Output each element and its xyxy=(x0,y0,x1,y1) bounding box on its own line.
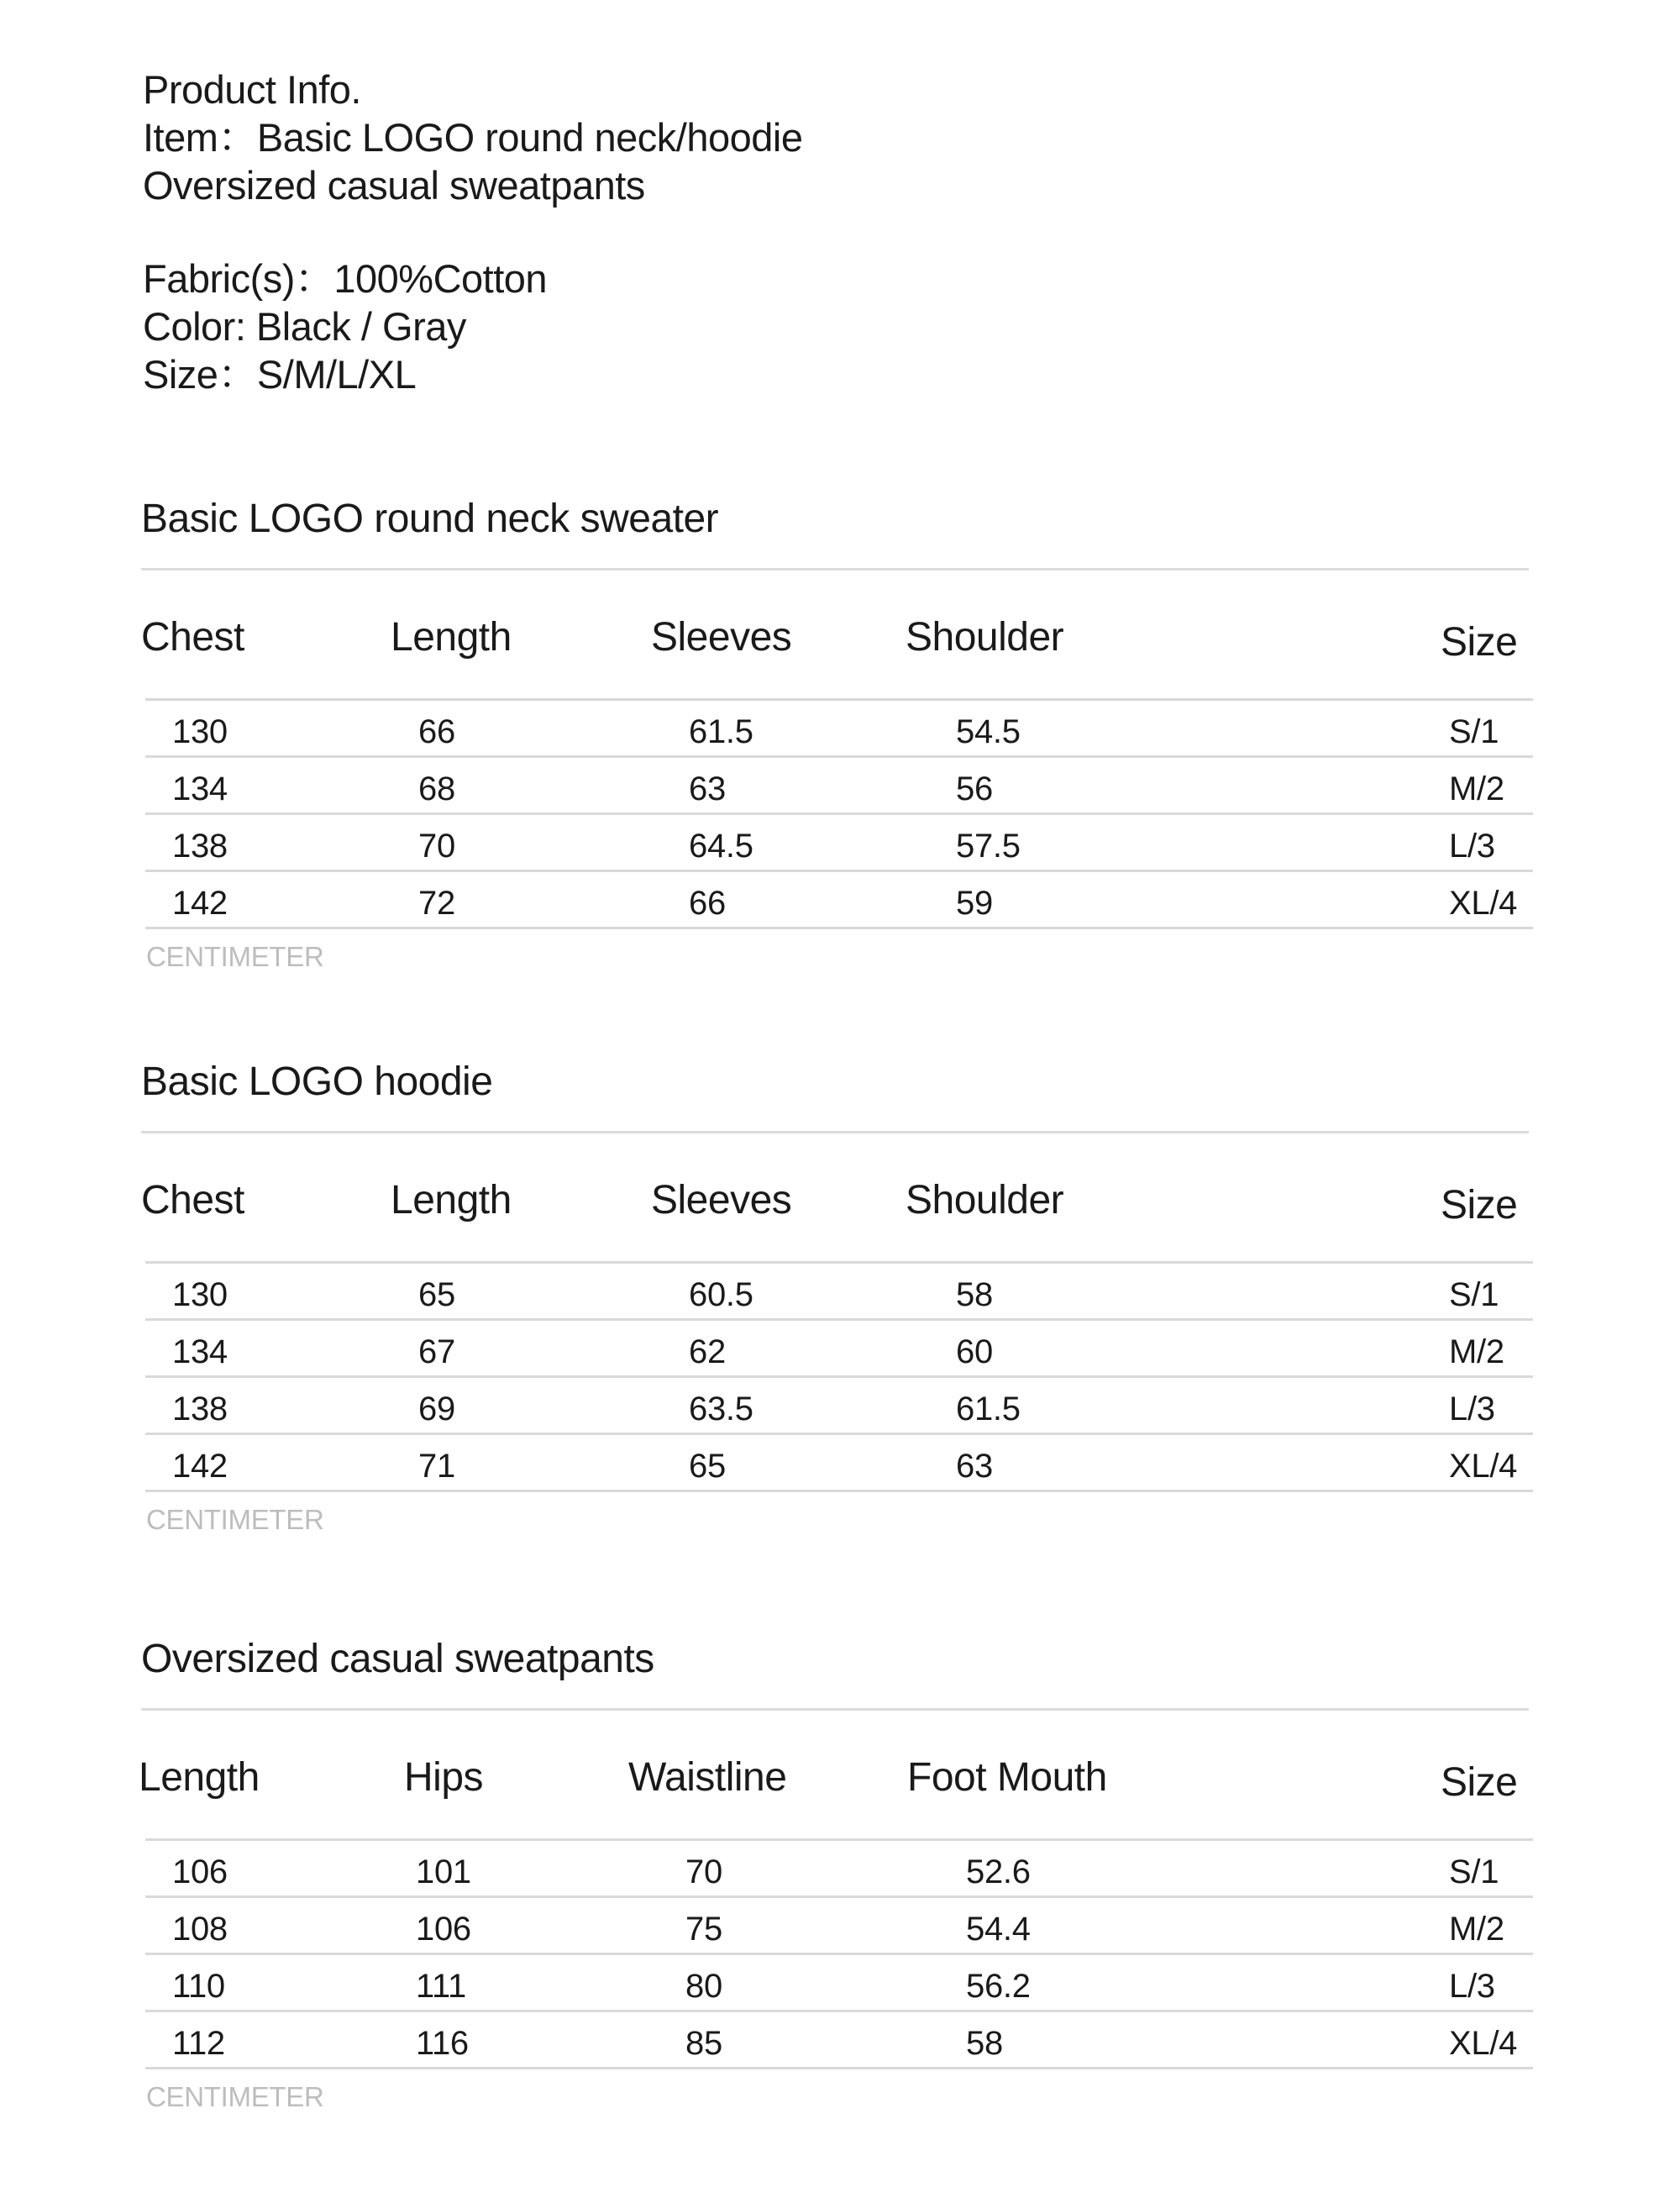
cell-foot-mouth: 58 xyxy=(966,2025,1003,2062)
cell-size: XL/4 xyxy=(1449,885,1518,922)
size-line: Size：S/M/L/XL xyxy=(143,352,417,397)
unit-label: CENTIMETER xyxy=(146,2081,324,2112)
col-header-length: Length xyxy=(391,1178,512,1222)
cell-chest: 138 xyxy=(172,1391,228,1427)
col-header-size: Size xyxy=(1441,1183,1518,1228)
cell-shoulder: 59 xyxy=(956,885,993,922)
title-divider xyxy=(141,1131,1529,1133)
col-header-shoulder: Shoulder xyxy=(906,1178,1064,1222)
cell-foot-mouth: 54.4 xyxy=(966,1911,1031,1948)
table-row xyxy=(145,701,1533,758)
table-row xyxy=(145,1435,1533,1492)
table-row xyxy=(145,1321,1533,1378)
col-header-chest: Chest xyxy=(141,615,244,660)
spacer xyxy=(143,209,803,255)
table-body xyxy=(145,698,1533,929)
cell-waistline: 75 xyxy=(685,1911,722,1948)
cell-hips: 116 xyxy=(416,2025,469,2062)
cell-foot-mouth: 56.2 xyxy=(966,1968,1031,2005)
cell-size: XL/4 xyxy=(1449,1448,1518,1485)
cell-chest: 134 xyxy=(172,770,228,807)
cell-chest: 142 xyxy=(172,1448,228,1485)
cell-hips: 106 xyxy=(416,1911,471,1948)
table-row xyxy=(145,2012,1533,2069)
title-divider xyxy=(141,1708,1529,1711)
table-body xyxy=(145,1261,1533,1492)
cell-size: M/2 xyxy=(1449,1911,1504,1948)
cell-chest: 134 xyxy=(172,1333,228,1370)
table-row xyxy=(145,1841,1533,1898)
cell-chest: 130 xyxy=(172,1276,228,1313)
cell-sleeves: 63.5 xyxy=(689,1391,753,1427)
cell-sleeves: 63 xyxy=(689,770,726,807)
col-header-length: Length xyxy=(139,1755,260,1800)
table-title: Oversized casual sweatpants xyxy=(141,1637,654,1681)
cell-length: 65 xyxy=(418,1276,455,1313)
cell-sleeves: 65 xyxy=(689,1448,726,1485)
cell-length: 68 xyxy=(418,770,455,807)
col-header-chest: Chest xyxy=(141,1178,244,1222)
col-header-shoulder: Shoulder xyxy=(906,615,1064,660)
col-header-length: Length xyxy=(391,615,512,660)
table-title: Basic LOGO hoodie xyxy=(141,1059,493,1104)
product-info-heading: Product Info. xyxy=(143,67,361,112)
table-header xyxy=(141,1177,1532,1261)
size-table-hoodie xyxy=(141,1059,1532,1536)
cell-shoulder: 54.5 xyxy=(956,713,1021,750)
col-header-sleeves: Sleeves xyxy=(651,615,792,660)
cell-chest: 138 xyxy=(172,828,228,865)
table-row xyxy=(145,1378,1533,1435)
cell-size: M/2 xyxy=(1449,1333,1504,1370)
cell-size: S/1 xyxy=(1449,1853,1499,1890)
product-info xyxy=(143,66,803,398)
cell-shoulder: 57.5 xyxy=(956,828,1021,865)
cell-length: 108 xyxy=(172,1911,228,1948)
cell-foot-mouth: 52.6 xyxy=(966,1853,1031,1890)
cell-hips: 111 xyxy=(416,1968,466,2005)
cell-shoulder: 63 xyxy=(956,1448,993,1485)
cell-length: 67 xyxy=(418,1333,455,1370)
table-row xyxy=(145,1264,1533,1321)
cell-length: 71 xyxy=(418,1448,455,1485)
cell-sleeves: 61.5 xyxy=(689,713,753,750)
cell-length: 72 xyxy=(418,885,455,922)
cell-sleeves: 66 xyxy=(689,885,726,922)
cell-waistline: 70 xyxy=(685,1853,722,1890)
unit-label: CENTIMETER xyxy=(146,1504,324,1535)
col-header-foot-mouth: Foot Mouth xyxy=(907,1755,1107,1800)
cell-length: 110 xyxy=(172,1968,225,2005)
table-row xyxy=(145,815,1533,872)
cell-waistline: 80 xyxy=(685,1968,722,2005)
col-header-sleeves: Sleeves xyxy=(651,1178,792,1222)
unit-label: CENTIMETER xyxy=(146,941,324,972)
col-header-hips: Hips xyxy=(404,1755,484,1800)
cell-length: 106 xyxy=(172,1853,228,1890)
cell-length: 66 xyxy=(418,713,455,750)
table-header xyxy=(141,1754,1532,1838)
item-line-continued: Oversized casual sweatpants xyxy=(143,163,645,208)
col-header-size: Size xyxy=(1441,620,1518,665)
cell-length: 69 xyxy=(418,1391,455,1427)
cell-size: XL/4 xyxy=(1449,2025,1518,2062)
col-header-waistline: Waistline xyxy=(628,1755,787,1800)
cell-size: S/1 xyxy=(1449,1276,1499,1313)
color-line: Color: Black / Gray xyxy=(143,304,466,349)
cell-shoulder: 56 xyxy=(956,770,993,807)
col-header-size: Size xyxy=(1441,1760,1518,1805)
table-row xyxy=(145,1955,1533,2012)
cell-length: 70 xyxy=(418,828,455,865)
table-header xyxy=(141,614,1532,698)
cell-sleeves: 64.5 xyxy=(689,828,753,865)
table-row xyxy=(145,872,1533,929)
cell-waistline: 85 xyxy=(685,2025,722,2062)
cell-shoulder: 60 xyxy=(956,1333,993,1370)
cell-sleeves: 60.5 xyxy=(689,1276,753,1313)
table-row xyxy=(145,1898,1533,1955)
title-divider xyxy=(141,568,1529,570)
cell-size: L/3 xyxy=(1449,1391,1495,1427)
table-row xyxy=(145,758,1533,815)
table-body xyxy=(145,1838,1533,2069)
cell-shoulder: 61.5 xyxy=(956,1391,1021,1427)
cell-hips: 101 xyxy=(416,1853,471,1890)
cell-size: L/3 xyxy=(1449,828,1495,865)
cell-length: 112 xyxy=(172,2025,225,2062)
cell-size: S/1 xyxy=(1449,713,1499,750)
cell-size: L/3 xyxy=(1449,1968,1495,2005)
cell-chest: 130 xyxy=(172,713,228,750)
cell-sleeves: 62 xyxy=(689,1333,726,1370)
item-line: Item：Basic LOGO round neck/hoodie xyxy=(143,115,803,160)
cell-size: M/2 xyxy=(1449,770,1504,807)
size-table-sweater xyxy=(141,496,1532,973)
table-title: Basic LOGO round neck sweater xyxy=(141,497,719,541)
cell-chest: 142 xyxy=(172,885,228,922)
fabric-line: Fabric(s)：100%Cotton xyxy=(143,256,548,301)
size-table-sweatpants xyxy=(141,1636,1532,2113)
cell-shoulder: 58 xyxy=(956,1276,993,1313)
